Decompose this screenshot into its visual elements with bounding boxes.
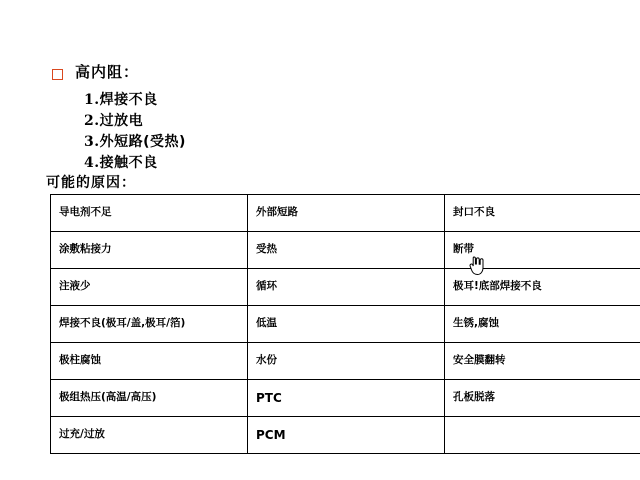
page-title: 高内阻： — [75, 63, 140, 81]
table-cell: 循环 — [248, 269, 445, 306]
table-cell: 安全膜翻转 — [445, 343, 640, 380]
list-item — [84, 132, 186, 153]
table-cell: 封口不良 — [445, 195, 640, 232]
causes-label: 可能的原因： — [46, 175, 136, 191]
table-row — [51, 269, 640, 306]
table-row — [51, 195, 640, 232]
list-item-number: 3. — [84, 134, 100, 150]
list-item — [84, 111, 186, 132]
table-cell: 外部短路 — [248, 195, 445, 232]
table-row — [51, 343, 640, 380]
table-cell: 导电剂不足 — [51, 195, 248, 232]
list-item-label: 过放电 — [99, 113, 144, 129]
table-cell: 极柱腐蚀 — [51, 343, 248, 380]
list-item-number: 2. — [84, 113, 100, 129]
table-row — [51, 417, 640, 454]
table-cell: 极组热压(高温/高压) — [51, 380, 248, 417]
heading-block — [52, 63, 612, 82]
table-cell: 断带 — [445, 232, 640, 269]
table-cell: 受热 — [248, 232, 445, 269]
list-item — [84, 153, 186, 174]
table-cell: 孔板脱落 — [445, 380, 640, 417]
list-item-label: 外短路(受热) — [99, 134, 186, 150]
list-item — [84, 90, 186, 111]
list-item-label: 焊接不良 — [99, 92, 158, 108]
table-cell: 生锈,腐蚀 — [445, 306, 640, 343]
table-cell: PTC — [248, 380, 445, 417]
table-cell: 低温 — [248, 306, 445, 343]
table-cell: 涂敷粘接力 — [51, 232, 248, 269]
table-row — [51, 306, 640, 343]
table-cell: 水份 — [248, 343, 445, 380]
list-item-number: 1. — [84, 92, 100, 108]
causes-table — [50, 194, 640, 454]
list-item-label: 接触不良 — [99, 155, 158, 171]
table-cell: 注液少 — [51, 269, 248, 306]
table-cell — [445, 417, 640, 454]
heading-row — [52, 63, 612, 82]
sub-list — [84, 90, 186, 174]
table-row — [51, 380, 640, 417]
table-row — [51, 232, 640, 269]
list-item-number: 4. — [84, 155, 100, 171]
square-bullet-icon — [52, 69, 63, 80]
table-cell: 过充/过放 — [51, 417, 248, 454]
table-cell: 焊接不良(极耳/盖,极耳/箔) — [51, 306, 248, 343]
table-cell: 极耳!底部焊接不良 — [445, 269, 640, 306]
table-cell: PCM — [248, 417, 445, 454]
